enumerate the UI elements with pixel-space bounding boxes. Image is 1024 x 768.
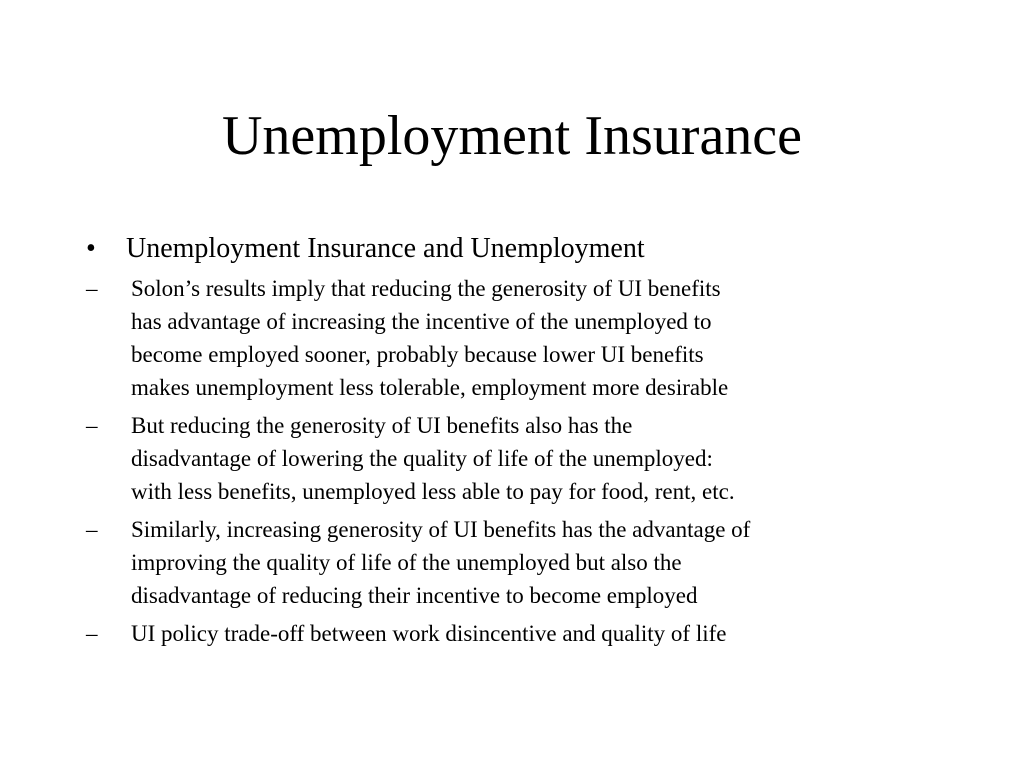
sub-bullet-line: disadvantage of lowering the quality of life of the unemployed: — [131, 446, 713, 471]
sub-bullet-line: Solon’s results imply that reducing the generosity of UI benefits — [131, 276, 721, 301]
bullet-text: Unemployment Insurance and Unemployment — [126, 233, 645, 264]
sub-bullet-line: Similarly, increasing generosity of UI benefits has the advantage of — [131, 517, 751, 542]
sub-bullet-item — [86, 409, 956, 508]
dash-marker: – — [86, 276, 98, 301]
sub-bullet-item — [86, 272, 956, 404]
sub-bullet-line: with less benefits, unemployed less able to pay for food, rent, etc. — [131, 479, 735, 504]
sub-bullet-line: UI policy trade-off between work disincentive and quality of life — [131, 621, 727, 646]
bullet-marker: • — [86, 233, 96, 264]
sub-bullet-item — [86, 513, 956, 612]
sub-bullet-line: has advantage of increasing the incentive of the unemployed to — [131, 309, 712, 334]
sub-bullet-line: become employed sooner, probably because lower UI benefits — [131, 342, 704, 367]
sub-bullet-list — [86, 272, 956, 650]
slide-body — [86, 230, 956, 655]
dash-marker: – — [86, 413, 98, 438]
slide-title: Unemployment Insurance — [221, 105, 803, 167]
dash-marker: – — [86, 621, 98, 646]
sub-bullet-line: disadvantage of reducing their incentive to become employed — [131, 583, 698, 608]
sub-bullet-item — [86, 617, 956, 650]
bullet-item — [86, 230, 956, 268]
sub-bullet-line: makes unemployment less tolerable, employment more desirable — [131, 375, 729, 400]
sub-bullet-line: But reducing the generosity of UI benefits also has the — [131, 413, 633, 438]
dash-marker: – — [86, 517, 98, 542]
sub-bullet-line: improving the quality of life of the unemployed but also the — [131, 550, 682, 575]
